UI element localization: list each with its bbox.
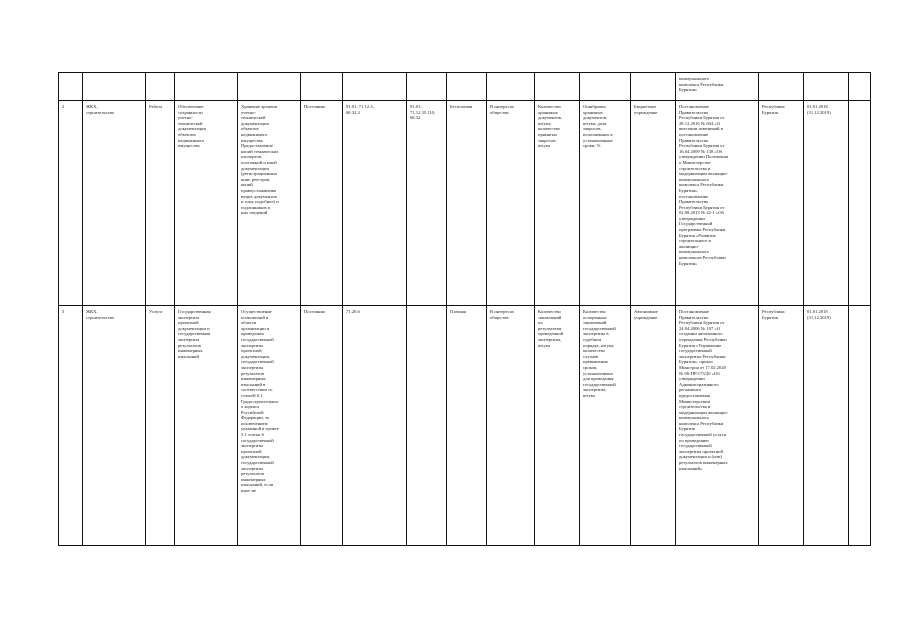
cell-sphere xyxy=(83,73,146,101)
cell-quality-indicator: Количество оспоренных заключений государственной экспертизы в судебном порядке, штука; количество случаев превышения сроков, установленных для проведения государственной экспертизы, штука xyxy=(580,306,631,546)
cell-type xyxy=(146,73,175,101)
cell-consumers: В интересах общества xyxy=(487,306,535,546)
cell-sphere: ЖКХ, строительство xyxy=(83,101,146,306)
cell-number: 2 xyxy=(59,101,83,306)
cell-period: 01.01.2018 (31.12.2019) xyxy=(804,101,849,306)
cell-okved xyxy=(343,73,407,101)
cell-payment: Платная xyxy=(447,306,487,546)
cell-number: 3 xyxy=(59,306,83,546)
table-row xyxy=(59,101,871,306)
cell-region: Республика Бурятия xyxy=(759,101,804,306)
cell-institution-type: Автономное учреждение xyxy=(631,306,676,546)
cell-okved2: 91.01; 71.12.35.110; 68.32 xyxy=(407,101,447,306)
table-row xyxy=(59,73,871,101)
cell-basis: Постоянно xyxy=(301,306,343,546)
cell-consumers xyxy=(487,73,535,101)
table-row xyxy=(59,306,871,546)
cell-extra xyxy=(849,73,871,101)
cell-okved: 91.01; 71.12.3; 68.32.3 xyxy=(343,101,407,306)
cell-npa: Постановление Правительства Республики Бурятия от 28.12.2016 № 604 «О внесении изменений в постановление Правительства Республики Бурятия от 16.04.2009 № 138 «Об утверждении Положения о Министерстве строительства и модернизации жилищно- коммунального комплекса Республики Бурятия», постановление Правительства Республики Бурятия от 02.08.2013 № 42-1 «Об утверждении Государственной программы Республики Бурятия «Развитие строительного и жилищно- коммунального комплексов Республики Бурятия» xyxy=(676,101,759,306)
cell-extra xyxy=(849,306,871,546)
cell-period: 01.01.2018 (31.12.2019) xyxy=(804,306,849,546)
cell-quality-indicator xyxy=(580,73,631,101)
cell-quality-indicator: Ошибровка хранимых документов, штука; доля запросов, исполненных в установленные сроки, % xyxy=(580,101,631,306)
cell-payment xyxy=(447,73,487,101)
cell-basis xyxy=(301,73,343,101)
cell-content xyxy=(238,73,301,101)
cell-okved2 xyxy=(407,73,447,101)
cell-institution-type xyxy=(631,73,676,101)
services-registry-table xyxy=(58,72,871,546)
cell-volume-indicator: Количество хранимых документов, штука; количество принятых запросов, штука xyxy=(535,101,580,306)
cell-region: Республика Бурятия xyxy=(759,306,804,546)
cell-name: Обеспечение сохранности учетно- технической документации объектов недвижимого имущества xyxy=(175,101,238,306)
cell-consumers: В интересах общества xyxy=(487,101,535,306)
cell-npa: коммунального комплекса Республики Бурятия» xyxy=(676,73,759,101)
cell-content: Хранение архивов учетно- технической документации объектов недвижимого имущества. Предоставление копий технических паспортов, поэтажной и иной документации (регистрационных книг, реестров, копий правоустанавлива ющих документов и тому подобное) и подлинников в них сведений xyxy=(238,101,301,306)
cell-sphere: ЖКХ, строительство xyxy=(83,306,146,546)
cell-name xyxy=(175,73,238,101)
cell-period xyxy=(804,73,849,101)
cell-region xyxy=(759,73,804,101)
cell-extra xyxy=(849,101,871,306)
cell-okved2 xyxy=(407,306,447,546)
cell-type: Услуга xyxy=(146,306,175,546)
cell-institution-type: Бюджетное учреждение xyxy=(631,101,676,306)
cell-payment: Бесплатная xyxy=(447,101,487,306)
cell-type: Работа xyxy=(146,101,175,306)
cell-basis: Постоянно xyxy=(301,101,343,306)
cell-okved: 71.20.6 xyxy=(343,306,407,546)
cell-content: Осуществление полномочий в области организации и проведения государственной экспертизы проектной документации, государственной экспертизы результатов инженерных изысканий в соответствии со статьей 6.1 Градостроительног о кодекса Российской Федерации, за исключением указанной в пункте 5.1 статьи 6 государственной экспертизы проектной документации, государственной экспертизы результатов инженерных изысканий, если иное не xyxy=(238,306,301,546)
cell-volume-indicator xyxy=(535,73,580,101)
cell-name: Государственная экспертиза проектной документации и государственная экспертиза результатов инженерных изысканий xyxy=(175,306,238,546)
cell-number xyxy=(59,73,83,101)
cell-npa: Постановление Правительства Республики Бурятия от 24.04.2006 № 197 «О создании автономного учреждения Республики Бурятия «Управление государственной экспертизы Республики Бурятия», приказ Минстроя от 17.02.2020 № 06-ПР/173/20 «Об утверждении Административного регламента предоставления Министерством строительства и модернизации жилищно- коммунального комплекса Республики Бурятия государственной услуги по проведению государственной экспертизы проектной документации и (или) результатов инженерных изысканий» xyxy=(676,306,759,546)
cell-volume-indicator: Количество заключений по результатам проведенной экспертизы, штука xyxy=(535,306,580,546)
